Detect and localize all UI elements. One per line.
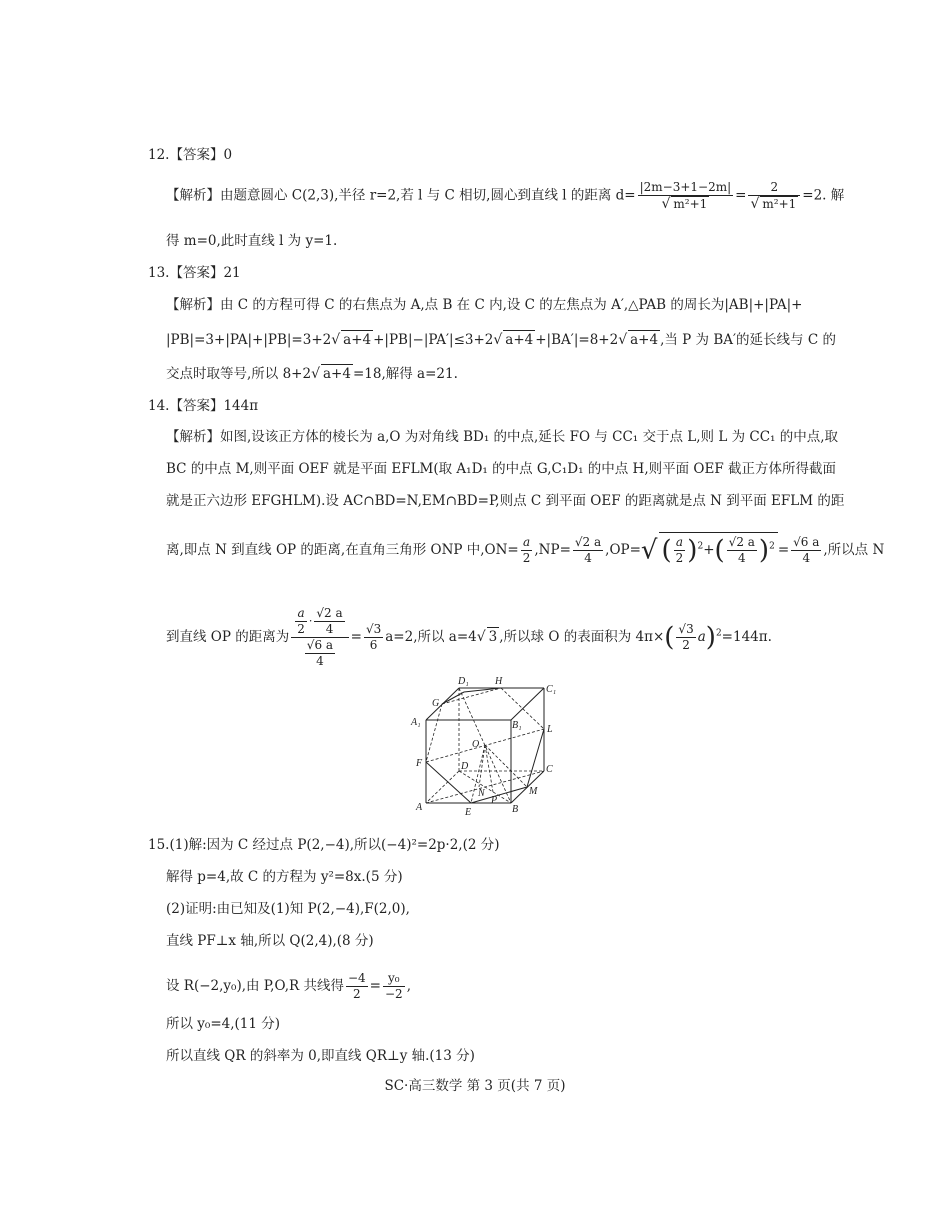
label-F: F (416, 758, 423, 769)
q12-line1: 【解析】由题意圆心 C(2,3),半径 r=2,若 l 与 C 相切,圆心到直线 l 的距离 d= $\frac{|2m-3+1-2m|}{\text{√ m²+1}}$ = $\frac{2}{\text{√ m²+1}}$ =2. 解 (166, 180, 845, 212)
label-D1: D₁ (458, 676, 469, 687)
label-P: P (491, 795, 498, 806)
q15-line3: (2)证明:由已知及(1)知 P(2,−4),F(2,0), (166, 901, 410, 917)
q15-line4: 直线 PF⊥x 轴,所以 Q(2,4),(8 分) (166, 933, 374, 949)
q14-line4: 离,即点 N 到直线 OP 的距离,在直角三角形 ONP 中,ON= $\frac{a}{2}$ ,NP= $\frac{√2 a}{4}$ ,OP=√ ( $\frac{a}{2}$ )$^2$+( $\frac{√2 a}{4}$ )$^2$ = $\frac{√6 a}{4}$ ,所以点 N (166, 532, 884, 568)
label-H: H (495, 676, 503, 687)
distance-fraction: $\frac{|2m-3+1-2m|}{\text{√ m²+1}}$ (639, 180, 732, 212)
label-B: B (512, 804, 519, 815)
label-E: E (465, 807, 472, 818)
q13-answer: 13.【答案】21 (148, 265, 241, 281)
q14-line2: BC 的中点 M,则平面 OEF 就是平面 EFLM(取 A₁D₁ 的中点 G,C₁D₁ 的中点 H,则平面 OEF 截正方体所得截面 (166, 461, 836, 477)
cube-figure (408, 672, 568, 822)
q13-line3: 交点时取等号,所以 8+2√ a+4 =18,解得 a=21. (166, 366, 458, 382)
q14-line5: 到直线 OP 的距离为 $\frac{a}{2}$ · $\frac{√2 a}{4}$ $\frac{√6 a}{4}$ = $\frac{√3}{6}$ a=2,所以 a=4√ 3 ,所以球 O 的表面积为 4π×( $\frac{√3}{2}$ a)$^2$=144π. (166, 606, 772, 668)
q14-line1: 【解析】如图,设该正方体的棱长为 a,O 为对角线 BD₁ 的中点,延长 FO 与 CC₁ 交于点 L,则 L 为 CC₁ 的中点,取 (166, 429, 839, 445)
q14-answer: 14.【答案】144π (148, 398, 259, 414)
label-M: M (529, 786, 538, 797)
label-O: O (472, 739, 480, 750)
label-G: G (432, 698, 440, 709)
q15-line5: 设 R(−2,y₀),由 P,O,R 共线得 $\frac{-4}{2}$ = $\frac{\text{y₀}}{-2}$ , (166, 971, 411, 1001)
label-L: L (547, 724, 553, 735)
label-N: N (478, 788, 485, 799)
q15-line1: 15.(1)解:因为 C 经过点 P(2,−4),所以(−4)²=2p·2,(2 分) (148, 837, 500, 853)
page-footer: SC·高三数学 第 3 页(共 7 页) (384, 1078, 566, 1094)
q14-line3: 就是正六边形 EFGHLM).设 AC∩BD=N,EM∩BD=P,则点 C 到平面 OEF 的距离就是点 N 到平面 EFLM 的距 (166, 493, 845, 509)
label-B1: B₁ (512, 720, 522, 731)
label-C: C (546, 764, 553, 775)
label-A1: A₁ (411, 717, 421, 728)
label-C1: C₁ (546, 684, 557, 695)
q12-answer: 12.【答案】0 (148, 147, 233, 163)
q13-line2: |PB|=3+|PA|+|PB|=3+2√ a+4 +|PB|−|PA′|≤3+2√ a+4 +|BA′|=8+2√ a+4 ,当 P 为 BA′的延长线与 C 的 (166, 332, 836, 348)
q13-line1: 【解析】由 C 的方程可得 C 的右焦点为 A,点 B 在 C 内,设 C 的左焦点为 A′,△PAB 的周长为|AB|+|PA|+ (166, 297, 803, 313)
q15-line7: 所以直线 QR 的斜率为 0,即直线 QR⊥y 轴.(13 分) (166, 1048, 475, 1064)
q12-line2: 得 m=0,此时直线 l 为 y=1. (166, 233, 338, 249)
label-D: D (461, 761, 469, 772)
q15-line6: 所以 y₀=4,(11 分) (166, 1016, 281, 1032)
label-A: A (416, 802, 423, 813)
q15-line2: 解得 p=4,故 C 的方程为 y²=8x.(5 分) (166, 869, 403, 885)
